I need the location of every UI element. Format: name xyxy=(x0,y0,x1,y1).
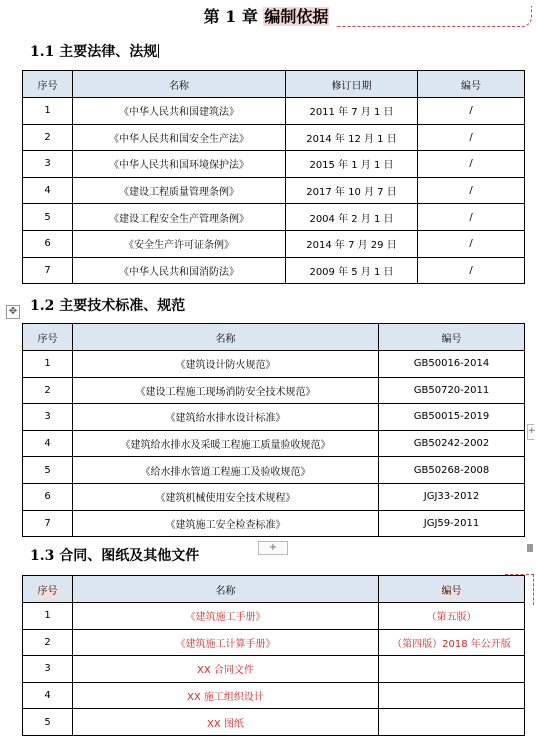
chapter-title-highlighted[interactable]: 编制依据 xyxy=(264,7,329,26)
comment-connector xyxy=(336,6,532,27)
table-row xyxy=(23,603,525,630)
cell-index: 3 xyxy=(23,656,73,683)
section-title-contracts: 1.3 合同、图纸及其他文件 xyxy=(30,548,200,564)
column-header-name: 名称 xyxy=(73,324,379,351)
table-row xyxy=(23,351,525,378)
cell-name: 《建筑设计防火规范》 xyxy=(73,351,379,378)
cell-name: 《建设工程安全生产管理条例》 xyxy=(73,204,286,231)
section-title-standards: 1.2 主要技术标准、规范 xyxy=(30,298,186,314)
section-title-laws-text: 1.1 主要法律、法规 xyxy=(30,44,158,60)
cell-name: 《建筑施工安全检查标准》 xyxy=(73,510,379,537)
cell-code: GB50016-2014 xyxy=(379,351,525,378)
cell-code: / xyxy=(418,124,525,151)
cell-name: 《中华人民共和国消防法》 xyxy=(73,257,286,284)
cell-code: / xyxy=(418,257,525,284)
table-row xyxy=(23,430,525,457)
table-row xyxy=(23,404,525,431)
cell-code: （第五版） xyxy=(379,603,525,630)
cell-date: 2015 年 1 月 1 日 xyxy=(286,151,418,178)
cell-code xyxy=(379,682,525,709)
table-row xyxy=(23,709,525,736)
cell-index: 1 xyxy=(23,351,73,378)
standards-table xyxy=(22,323,525,537)
cell-code: JGJ33-2012 xyxy=(379,483,525,510)
table-row xyxy=(23,629,525,656)
cell-index: 6 xyxy=(23,483,73,510)
cell-code: JGJ59-2011 xyxy=(379,510,525,537)
cell-code: GB50720-2011 xyxy=(379,377,525,404)
cell-name: 《建筑施工计算手册》 xyxy=(73,629,379,656)
laws-table xyxy=(22,70,525,284)
text-cursor xyxy=(158,44,159,58)
cell-name: XX 图纸 xyxy=(73,709,379,736)
cell-code: / xyxy=(418,177,525,204)
cell-index: 2 xyxy=(23,124,73,151)
table-row xyxy=(23,656,525,683)
cell-code: / xyxy=(418,151,525,178)
table-row xyxy=(23,98,525,125)
column-header-revision-date: 修订日期 xyxy=(286,71,418,98)
cell-index: 4 xyxy=(23,177,73,204)
cell-index: 7 xyxy=(23,510,73,537)
cell-date: 2014 年 12 月 1 日 xyxy=(286,124,418,151)
cell-index: 4 xyxy=(23,682,73,709)
column-header-code xyxy=(379,576,525,603)
section-title-laws xyxy=(30,42,159,62)
cell-name: 《安全生产许可证条例》 xyxy=(73,230,286,257)
table-resize-handle[interactable] xyxy=(527,544,533,552)
cell-index: 6 xyxy=(23,230,73,257)
cell-name: 《建设工程质量管理条例》 xyxy=(73,177,286,204)
cell-index: 7 xyxy=(23,257,73,284)
column-header-code: 编号 xyxy=(379,324,525,351)
cell-code xyxy=(379,656,525,683)
cell-name: 《建筑给水排水及采暖工程施工质量验收规范》 xyxy=(73,430,379,457)
table-row xyxy=(23,124,525,151)
column-header-code: 编号 xyxy=(418,71,525,98)
column-header-name: 名称 xyxy=(73,71,286,98)
column-header-code-text: 编号 xyxy=(441,585,462,597)
table-row xyxy=(23,682,525,709)
column-header-index: 序号 xyxy=(23,71,73,98)
cell-code xyxy=(379,709,525,736)
column-header-name: 名称 xyxy=(73,576,379,603)
column-header-index: 序号 xyxy=(23,324,73,351)
cell-date: 2009 年 5 月 1 日 xyxy=(286,257,418,284)
table-header-row xyxy=(23,576,525,603)
cell-name: XX 施工组织设计 xyxy=(73,682,379,709)
cell-name: 《建筑机械使用安全技术规程》 xyxy=(73,483,379,510)
table-row xyxy=(23,257,525,284)
cell-code: GB50242-2002 xyxy=(379,430,525,457)
cell-name: 《中华人民共和国建筑法》 xyxy=(73,98,286,125)
cell-name: 《建设工程施工现场消防安全技术规范》 xyxy=(73,377,379,404)
cell-code: （第四版）2018 年公开版 xyxy=(379,629,525,656)
cell-date: 2014 年 7 月 29 日 xyxy=(286,230,418,257)
cell-code: / xyxy=(418,230,525,257)
cell-name: XX 合同文件 xyxy=(73,656,379,683)
chapter-number: 第 1 章 xyxy=(203,7,258,26)
cell-index: 1 xyxy=(23,98,73,125)
cell-date: 2004 年 2 月 1 日 xyxy=(286,204,418,231)
table-row xyxy=(23,230,525,257)
cell-index: 2 xyxy=(23,629,73,656)
cell-name: 《建筑施工手册》 xyxy=(73,603,379,630)
cell-index: 1 xyxy=(23,603,73,630)
table-header-row xyxy=(23,324,525,351)
table-header-row xyxy=(23,71,525,98)
column-header-index xyxy=(23,576,73,603)
cell-index: 2 xyxy=(23,377,73,404)
column-header-index-text: 序号 xyxy=(37,585,58,597)
insert-column-button[interactable]: + xyxy=(527,424,534,440)
cell-code: GB50015-2019 xyxy=(379,404,525,431)
table-row xyxy=(23,204,525,231)
cell-index: 4 xyxy=(23,430,73,457)
add-row-button[interactable]: + xyxy=(258,541,288,555)
cell-code: GB50268-2008 xyxy=(379,457,525,484)
table-row xyxy=(23,457,525,484)
cell-index: 5 xyxy=(23,457,73,484)
contracts-table xyxy=(22,575,525,736)
cell-name: 《中华人民共和国环境保护法》 xyxy=(73,151,286,178)
cell-name: 《给水排水管道工程施工及验收规范》 xyxy=(73,457,379,484)
cell-index: 3 xyxy=(23,404,73,431)
table-row xyxy=(23,377,525,404)
cell-code: / xyxy=(418,204,525,231)
table-row xyxy=(23,483,525,510)
cell-date: 2017 年 10 月 7 日 xyxy=(286,177,418,204)
cell-index: 3 xyxy=(23,151,73,178)
cell-name: 《建筑给水排水设计标准》 xyxy=(73,404,379,431)
table-row xyxy=(23,151,525,178)
table-move-handle-icon[interactable]: ✥ xyxy=(6,305,20,319)
table-row xyxy=(23,510,525,537)
cell-index: 5 xyxy=(23,709,73,736)
table-row xyxy=(23,177,525,204)
cell-index: 5 xyxy=(23,204,73,231)
cell-date: 2011 年 7 月 1 日 xyxy=(286,98,418,125)
cell-name: 《中华人民共和国安全生产法》 xyxy=(73,124,286,151)
cell-code: / xyxy=(418,98,525,125)
